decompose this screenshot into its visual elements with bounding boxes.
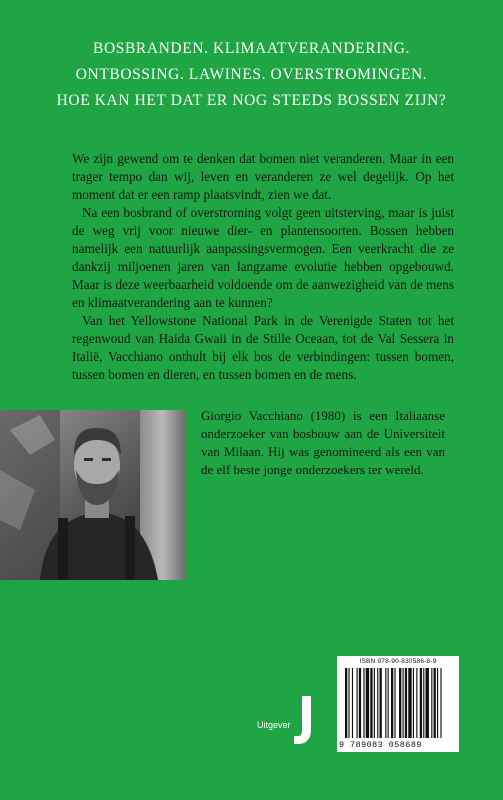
blurb-paragraph-2: Na een bosbrand of overstroming volgt geen uitsterving, maar is juist de weg vrij voor nieuwe dier- en plantensoorten. Bossen hebben namelijk een natuurlijk aanpassingsvermogen. Een veerkracht die ze dankzij miljoenen jaren van langzame evolutie hebben opgebouwd. Maar is deze weerbaarheid voldoende om de aanwezigheid van de mens en klimaatverandering aan te kunnen?: [72, 205, 454, 310]
barcode-bar: [377, 668, 378, 738]
blurb-paragraph-3: Van het Yellowstone National Park in de Verenigde Staten tot het regenwoud van Haida Gwaii in de Stille Oceaan, tot de Val Sessera in Italië, Vacchiano onthult bij elk bos de verbindingen: tussen bomen, tussen bomen en dieren, en tussen bomen en de mens.: [72, 313, 454, 382]
blurb: [72, 150, 454, 384]
publisher-name: Uitgever: [257, 720, 291, 730]
barcode-bar: [363, 668, 364, 738]
barcode-bar: [434, 668, 436, 738]
barcode-bar: [359, 668, 361, 738]
isbn-label: ISBN 978-90-830586-8-9: [359, 658, 437, 665]
barcode-bars: [337, 656, 459, 752]
barcode-bar: [391, 668, 393, 738]
author-bio-text: Giorgio Vacchiano (1980) is een Italiaanse onderzoeker van bosbouw aan de Universiteit van Milaan. Hij was genomineerd als een van de elf beste jonge onderzoekers ter wereld.: [201, 408, 445, 477]
barcode-bar: [437, 668, 438, 738]
barcode-bar: [416, 668, 417, 738]
barcode-bar: [403, 668, 404, 738]
barcode-bar: [399, 668, 401, 738]
author-photo: [0, 410, 185, 580]
barcode-bar: [405, 668, 407, 738]
barcode-bar: [352, 668, 353, 738]
barcode-bar: [370, 668, 372, 738]
barcode-bar: [423, 668, 424, 738]
blurb-paragraph-1: We zijn gewend om te denken dat bomen niet veranderen. Maar in een trager tempo dan wij, leven en veranderen ze wel degelijk. Op het moment dat er een ramp plaatsvindt, zien we dat.: [72, 151, 454, 202]
headline-line-2: ONTBOSSING. LAWINES. OVERSTROMINGEN.: [75, 66, 428, 83]
barcode-bar: [440, 668, 441, 738]
barcode-bar: [420, 668, 422, 738]
author-bio: [201, 407, 445, 479]
barcode-bar: [388, 668, 389, 738]
barcode-bar: [366, 668, 369, 738]
barcode-bar: [394, 668, 395, 738]
publisher-mark-icon: [294, 696, 314, 744]
barcode-bar: [380, 668, 382, 738]
barcode-bar: [348, 668, 349, 738]
barcode-bar: [431, 668, 432, 738]
barcode-bar: [408, 668, 411, 738]
headline-line-1: BOSBRANDEN. KLIMAATVERANDERING.: [93, 40, 410, 57]
barcode-bar: [385, 668, 386, 738]
barcode-bar: [413, 668, 414, 738]
barcode-bar: [345, 668, 347, 738]
publisher-logo: [257, 696, 314, 744]
headline: [0, 36, 503, 114]
barcode-bar: [374, 668, 375, 738]
barcode-bar: [357, 668, 358, 738]
isbn-barcode: [337, 656, 459, 752]
ean-digits: 9 789083 058689: [339, 740, 422, 750]
headline-line-3: HOE KAN HET DAT ER NOG STEEDS BOSSEN ZIJN?: [56, 92, 447, 109]
barcode-bar: [426, 668, 429, 738]
